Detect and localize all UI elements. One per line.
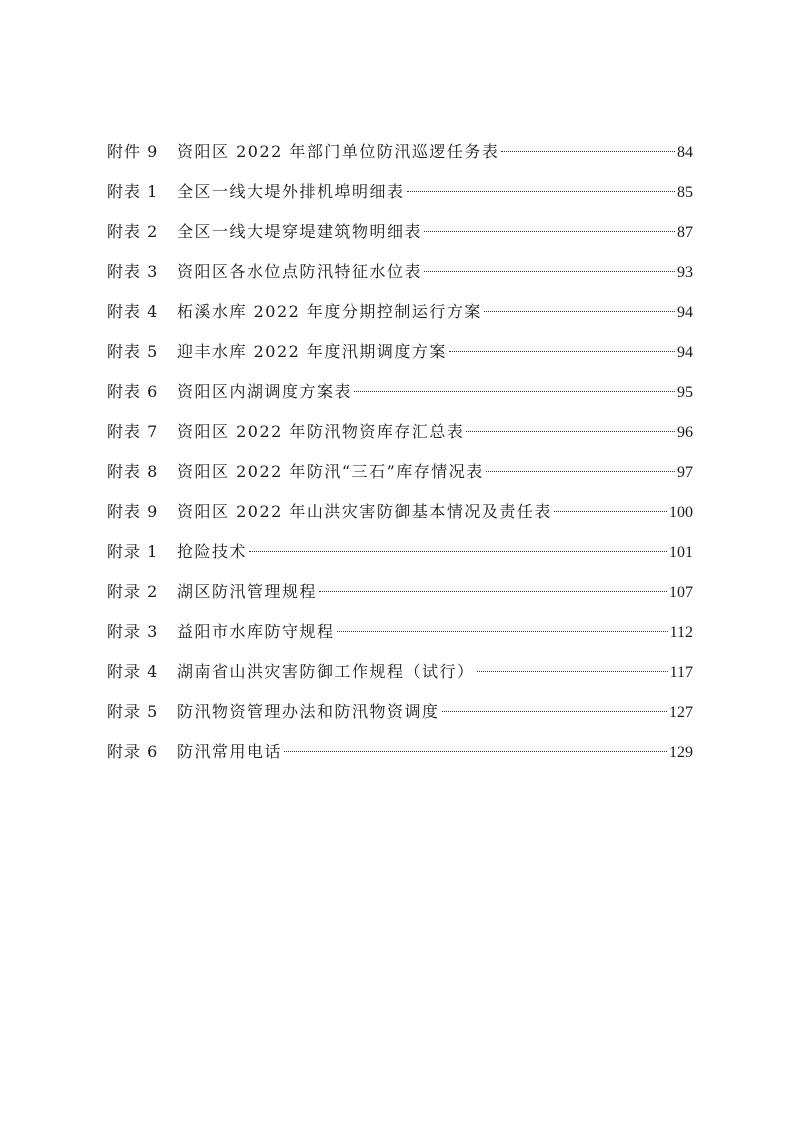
toc-entry-title: 资阳区 2022 年山洪灾害防御基本情况及责任表 xyxy=(177,502,552,521)
toc-entry[interactable] xyxy=(107,292,693,332)
toc-entry-page: 94 xyxy=(677,344,693,361)
toc-entry-page: 84 xyxy=(677,144,693,161)
toc-entry-page: 97 xyxy=(677,464,693,481)
toc-entry[interactable] xyxy=(107,412,693,452)
toc-entry-title: 资阳区 2022 年部门单位防汛巡逻任务表 xyxy=(177,142,500,161)
dot-leader xyxy=(249,551,667,552)
toc-entry-label: 附录 6 xyxy=(107,742,159,761)
toc-entry[interactable] xyxy=(107,332,693,372)
dot-leader xyxy=(424,231,675,232)
toc-entry[interactable] xyxy=(107,172,693,212)
toc-entry-label: 附录 1 xyxy=(107,542,159,561)
toc-entry-page: 94 xyxy=(677,304,693,321)
toc-entry[interactable] xyxy=(107,132,693,172)
toc-entry[interactable] xyxy=(107,252,693,292)
toc-entry-title: 柘溪水库 2022 年度分期控制运行方案 xyxy=(177,302,482,321)
toc-entry[interactable] xyxy=(107,572,693,612)
toc-entry[interactable] xyxy=(107,492,693,532)
toc-entry-label: 附录 4 xyxy=(107,662,159,681)
dot-leader xyxy=(337,631,668,632)
toc-entry-label: 附表 8 xyxy=(107,462,159,481)
toc-entry[interactable] xyxy=(107,372,693,412)
dot-leader xyxy=(284,751,667,752)
toc-entry-label: 附录 5 xyxy=(107,702,159,721)
toc-entry-title: 全区一线大堤外排机埠明细表 xyxy=(177,182,405,201)
toc-entry-label: 附表 4 xyxy=(107,302,159,321)
dot-leader xyxy=(407,191,675,192)
toc-entry-title: 防汛物资管理办法和防汛物资调度 xyxy=(177,702,440,721)
toc-entry-title: 全区一线大堤穿堤建筑物明细表 xyxy=(177,222,423,241)
toc-entry-page: 112 xyxy=(669,624,693,641)
toc-entry-label: 附表 1 xyxy=(107,182,159,201)
toc-entry-label: 附表 9 xyxy=(107,502,159,521)
toc-entry-page: 107 xyxy=(669,584,693,601)
dot-leader xyxy=(424,271,675,272)
toc-entry-page: 85 xyxy=(677,184,693,201)
dot-leader xyxy=(449,351,675,352)
dot-leader xyxy=(477,671,668,672)
toc-entry-title: 资阳区内湖调度方案表 xyxy=(177,382,353,401)
toc-entry[interactable] xyxy=(107,532,693,572)
table-of-contents xyxy=(107,132,693,772)
dot-leader xyxy=(466,431,675,432)
toc-entry[interactable] xyxy=(107,452,693,492)
toc-entry-label: 附表 5 xyxy=(107,342,159,361)
toc-entry-page: 117 xyxy=(669,664,693,681)
toc-entry-title: 资阳区 2022 年防汛物资库存汇总表 xyxy=(177,422,465,441)
dot-leader xyxy=(501,151,675,152)
toc-entry-page: 100 xyxy=(669,504,693,521)
toc-entry-page: 101 xyxy=(669,544,693,561)
dot-leader xyxy=(484,311,675,312)
toc-entry-title: 益阳市水库防守规程 xyxy=(177,622,335,641)
toc-entry[interactable] xyxy=(107,212,693,252)
dot-leader xyxy=(554,511,667,512)
toc-entry-label: 附表 7 xyxy=(107,422,159,441)
toc-entry-title: 迎丰水库 2022 年度汛期调度方案 xyxy=(177,342,447,361)
toc-entry-page: 127 xyxy=(669,704,693,721)
toc-entry-title: 防汛常用电话 xyxy=(177,742,283,761)
toc-entry-page: 129 xyxy=(669,744,693,761)
toc-entry-label: 附件 9 xyxy=(107,142,159,161)
toc-entry-title: 资阳区 2022 年防汛“三石”库存情况表 xyxy=(177,462,484,481)
toc-entry[interactable] xyxy=(107,612,693,652)
toc-entry-label: 附表 6 xyxy=(107,382,159,401)
dot-leader xyxy=(486,471,675,472)
toc-entry-page: 96 xyxy=(677,424,693,441)
dot-leader xyxy=(442,711,667,712)
dot-leader xyxy=(319,591,667,592)
toc-entry-title: 资阳区各水位点防汛特征水位表 xyxy=(177,262,423,281)
dot-leader xyxy=(354,391,675,392)
toc-entry-title: 抢险技术 xyxy=(177,542,248,561)
toc-entry[interactable] xyxy=(107,652,693,692)
toc-entry-label: 附表 3 xyxy=(107,262,159,281)
toc-entry-title: 湖区防汛管理规程 xyxy=(177,582,318,601)
toc-entry-page: 87 xyxy=(677,224,693,241)
toc-entry-page: 95 xyxy=(677,384,693,401)
toc-entry-label: 附表 2 xyxy=(107,222,159,241)
toc-entry-label: 附录 3 xyxy=(107,622,159,641)
toc-entry-page: 93 xyxy=(677,264,693,281)
toc-entry[interactable] xyxy=(107,732,693,772)
toc-entry[interactable] xyxy=(107,692,693,732)
toc-entry-title: 湖南省山洪灾害防御工作规程（试行） xyxy=(177,662,475,681)
toc-entry-label: 附录 2 xyxy=(107,582,159,601)
